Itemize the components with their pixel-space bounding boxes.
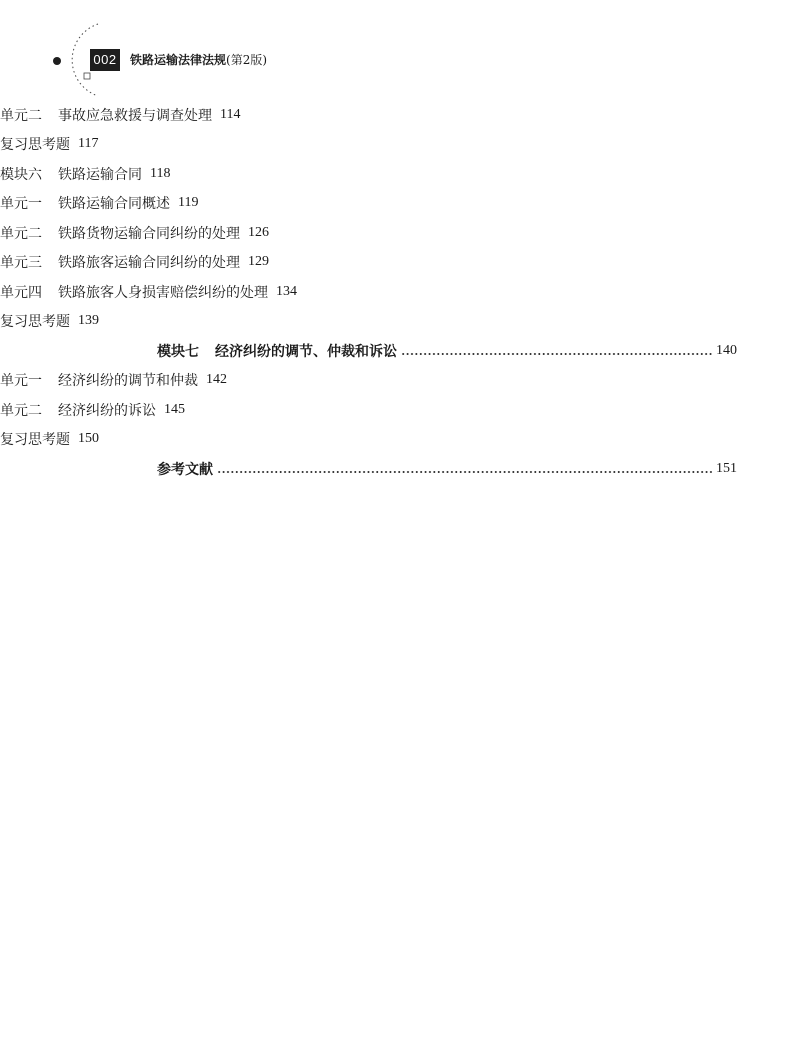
toc-row[interactable] <box>0 162 170 186</box>
toc-row[interactable] <box>0 309 99 333</box>
toc-page-number: 129 <box>248 254 269 269</box>
book-edition: (第2版) <box>226 53 268 67</box>
toc-entry-label <box>157 341 397 361</box>
toc-row[interactable] <box>0 398 185 422</box>
toc-entry-title: 经济纠纷的调节和仲裁 <box>58 373 198 389</box>
toc-page-number: 117 <box>78 136 99 151</box>
toc-row[interactable] <box>0 191 198 215</box>
toc-entry-label <box>0 252 240 272</box>
toc-row[interactable] <box>0 221 269 245</box>
toc-page-number: 134 <box>276 284 297 299</box>
toc-row[interactable] <box>0 250 269 274</box>
toc-entry-number: 单元二 <box>0 403 42 419</box>
toc-row[interactable] <box>0 103 240 127</box>
toc-row[interactable] <box>0 132 98 156</box>
toc-page-number: 140 <box>716 343 737 358</box>
toc-entry-number: 复习思考题 <box>0 314 70 330</box>
toc-row[interactable] <box>157 339 737 363</box>
toc-entry-number: 复习思考题 <box>0 432 70 448</box>
toc-page-number: 114 <box>220 107 241 122</box>
toc-entry-number: 模块七 <box>157 344 199 360</box>
toc-entry-label <box>0 400 156 420</box>
toc-entry-label <box>0 311 70 331</box>
toc-page-number: 118 <box>150 166 171 181</box>
toc-leader-dots <box>401 353 712 355</box>
toc-entry-title: 铁路运输合同概述 <box>58 196 170 212</box>
toc-entry-label <box>0 223 240 243</box>
toc-page-number: 126 <box>248 225 269 240</box>
toc-row[interactable] <box>157 457 737 481</box>
toc-entry-label <box>0 134 70 154</box>
toc-entry-label <box>0 370 198 390</box>
toc-entry-number: 单元二 <box>0 108 42 124</box>
toc-entry-number: 单元一 <box>0 373 42 389</box>
toc-row[interactable] <box>0 427 99 451</box>
toc-entry-title: 经济纠纷的调节、仲裁和诉讼 <box>215 344 397 360</box>
toc-entry-label <box>157 459 213 479</box>
toc-entry-title: 铁路运输合同 <box>58 167 142 183</box>
toc-page-number: 142 <box>206 372 227 387</box>
toc-page-number: 119 <box>178 195 199 210</box>
toc-leader-dots <box>217 471 712 473</box>
toc-entry-number: 单元二 <box>0 226 42 242</box>
page-number: 002 <box>90 49 120 71</box>
toc-page-number: 151 <box>716 461 737 476</box>
toc-entry-label <box>0 105 212 125</box>
toc-entry-title: 事故应急救援与调查处理 <box>58 108 212 124</box>
toc-entry-title: 铁路旅客运输合同纠纷的处理 <box>58 255 240 271</box>
toc-entry-label <box>0 429 70 449</box>
toc-entry-label <box>0 164 142 184</box>
toc-row[interactable] <box>0 280 297 304</box>
toc-entry-number: 复习思考题 <box>0 137 70 153</box>
toc-entry-number: 模块六 <box>0 167 42 183</box>
toc-entry-number: 单元三 <box>0 255 42 271</box>
book-title <box>130 50 267 70</box>
toc-page-number: 145 <box>164 402 185 417</box>
toc-row[interactable] <box>0 368 227 392</box>
toc-entry-number: 单元四 <box>0 285 42 301</box>
toc-entry-number: 单元一 <box>0 196 42 212</box>
toc-entry-number: 参考文献 <box>157 462 213 478</box>
page-header <box>0 0 790 110</box>
toc-entry-title: 铁路旅客人身损害赔偿纠纷的处理 <box>58 285 268 301</box>
toc-entry-label <box>0 282 268 302</box>
book-title-text: 铁路运输法律法规 <box>130 53 227 67</box>
toc-page-number: 139 <box>78 313 99 328</box>
toc-page-number: 150 <box>78 431 99 446</box>
toc-entry-title: 经济纠纷的诉讼 <box>58 403 156 419</box>
toc-entry-title: 铁路货物运输合同纠纷的处理 <box>58 226 240 242</box>
toc-entry-label <box>0 193 170 213</box>
